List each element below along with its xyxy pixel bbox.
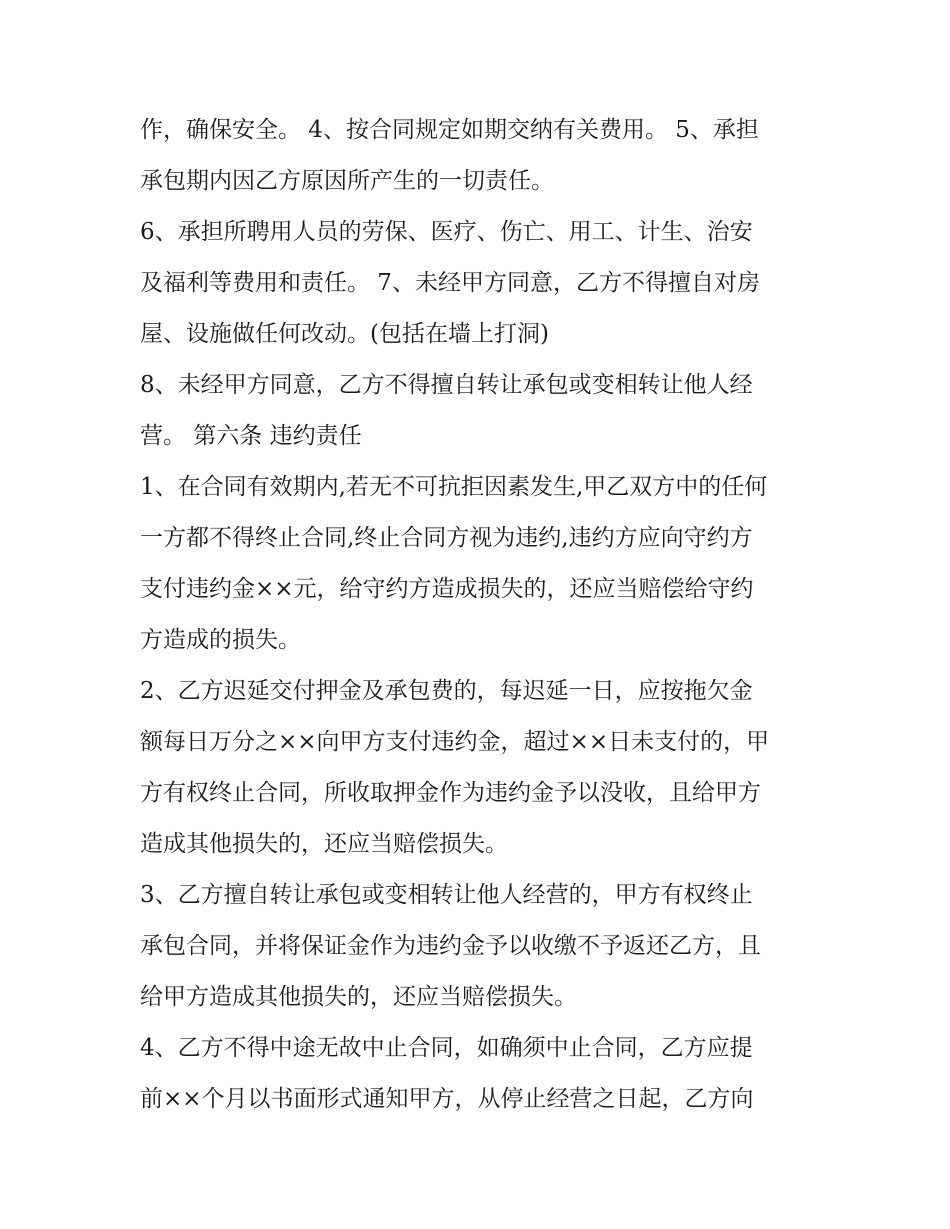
text-line: 1、在合同有效期内,若无不可抗拒因素发生,甲乙双方中的任何	[140, 474, 768, 500]
text-line: 屋、设施做任何改动。(包括在墙上打洞)	[140, 321, 549, 347]
text-line: 8、未经甲方同意，乙方不得擅自转让承包或变相转让他人经	[140, 372, 753, 398]
text-line: 承包合同，并将保证金作为违约金予以收缴不予返还乙方，且	[140, 933, 761, 959]
text-line: 作，确保安全。 4、按合同规定如期交纳有关费用。 5、承担	[140, 117, 759, 143]
text-line: 营。 第六条 违约责任	[140, 423, 362, 449]
text-line: 2、乙方迟延交付押金及承包费的，每迟延一日，应按拖欠金	[140, 678, 753, 704]
text-line: 方有权终止合同，所收取押金作为违约金予以没收，且给甲方	[140, 780, 761, 806]
text-line: 造成其他损失的，还应当赔偿损失。	[140, 831, 508, 857]
text-line: 承包期内因乙方原因所产生的一切责任。	[140, 168, 554, 194]
text-line: 前××个月以书面形式通知甲方，从停止经营之日起，乙方向	[140, 1086, 754, 1112]
contract-text	[140, 105, 820, 1125]
text-line: 一方都不得终止合同,终止合同方视为违约,违约方应向守约方	[140, 525, 753, 551]
text-line: 及福利等费用和责任。 7、未经甲方同意，乙方不得擅自对房	[140, 270, 760, 296]
text-line: 方造成的损失。	[140, 627, 301, 653]
text-line: 支付违约金××元，给守约方造成损失的，还应当赔偿给守约	[140, 576, 754, 602]
text-line: 额每日万分之××向甲方支付违约金，超过××日未支付的，甲	[140, 729, 770, 755]
text-line: 4、乙方不得中途无故中止合同，如确须中止合同，乙方应提	[140, 1035, 753, 1061]
text-line: 3、乙方擅自转让承包或变相转让他人经营的，甲方有权终止	[140, 882, 753, 908]
text-line: 给甲方造成其他损失的，还应当赔偿损失。	[140, 984, 577, 1010]
text-line: 6、承担所聘用人员的劳保、医疗、伤亡、用工、计生、治安	[140, 219, 753, 245]
